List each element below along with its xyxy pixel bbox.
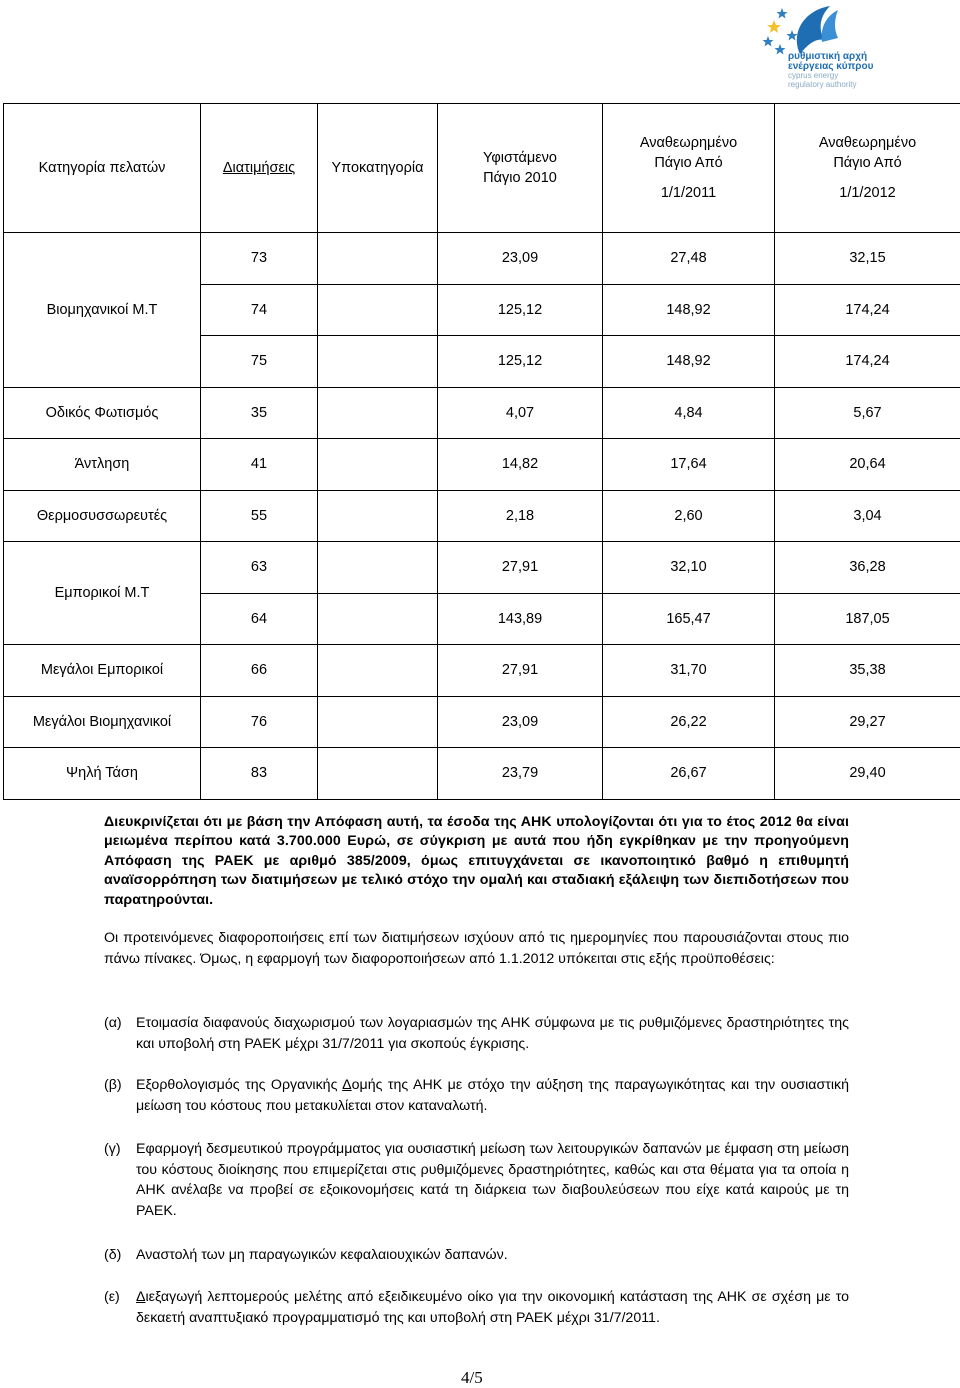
row-v2012: 29,40	[775, 748, 960, 800]
row-v2011: 148,92	[603, 336, 775, 388]
table-row	[4, 748, 960, 800]
table-row	[4, 336, 960, 388]
condition-item-e	[104, 1287, 849, 1328]
header-rev2011	[603, 104, 775, 233]
header-rev2011-l3: 1/1/2011	[603, 183, 774, 203]
row-v2012: 5,67	[775, 387, 960, 439]
header-rev2012-l3: 1/1/2012	[775, 183, 960, 203]
condition-text-pre: Εξορθολογισμός της Οργανικής	[136, 1077, 342, 1093]
table-row	[4, 490, 960, 542]
condition-mark: (α)	[104, 1013, 122, 1034]
conditions-intro-paragraph: Οι προτεινόμενες διαφοροποιήσεις επί των διατιμήσεων ισχύουν από τις ημερομηνίες που παρουσιάζονται στους πιο πάνω πίνακες. Όμως, η εφαρμογή των διαφοροποιήσεων από 1.1.2012 υπόκειται στις εξής προϋποθέσεις:	[104, 928, 849, 969]
header-existing-l1: Υφιστάμενο	[438, 148, 602, 168]
row-v2012: 29,27	[775, 696, 960, 748]
row-v2011: 27,48	[603, 233, 775, 285]
header-existing-l2: Πάγιο 2010	[438, 168, 602, 188]
condition-text	[136, 1287, 849, 1328]
row-v2011: 26,67	[603, 748, 775, 800]
row-v2012: 35,38	[775, 645, 960, 697]
row-subcategory	[318, 233, 438, 285]
condition-item-c	[104, 1139, 849, 1221]
row-v2011: 148,92	[603, 284, 775, 336]
row-v2011: 31,70	[603, 645, 775, 697]
row-v2011: 4,84	[603, 387, 775, 439]
header-rev2012-l2: Πάγιο Από	[775, 153, 960, 173]
table-row	[4, 645, 960, 697]
header-rev2011-l1: Αναθεωρημένο	[603, 133, 774, 153]
condition-text: Ετοιμασία διαφανούς διαχωρισμού των λογαριασμών της ΑΗΚ σύμφωνα με τις ρυθμιζόμενες δραστηριότητες της και υποβολή στη ΡΑΕΚ μέχρι 31/7/2011 για σκοπούς έγκρισης.	[136, 1013, 849, 1054]
row-subcategory	[318, 748, 438, 800]
header-category: Κατηγορία πελατών	[4, 104, 201, 233]
logo-name-gr-1: ρυθμιστική αρχή	[788, 52, 910, 62]
row-category	[4, 233, 201, 285]
row-subcategory	[318, 593, 438, 645]
condition-mark: (β)	[104, 1075, 122, 1096]
row-subcategory	[318, 387, 438, 439]
page-number: 4/5	[461, 1368, 483, 1388]
row-subcategory	[318, 284, 438, 336]
header-existing	[438, 104, 603, 233]
header-rev2012-l1: Αναθεωρημένο	[775, 133, 960, 153]
condition-mark: (δ)	[104, 1245, 121, 1266]
row-category: Εμπορικοί Μ.Τ	[4, 542, 201, 645]
condition-text: Εφαρμογή δεσμευτικού προγράμματος για ουσιαστική μείωση των λειτουργικών δαπανών με έμφαση στη μείωση του κόστους διοίκησης που επιμερίζεται στις ρυθμιζόμενες δραστηριότητες, καθώς και στα θέματα για τα οποία η ΑΗΚ ανέλαβε να προβεί σε εξοικονομήσεις κατά τη διάρκεια των διαβουλεύσεων που είχε κατά καιρούς με τη ΡΑΕΚ.	[136, 1139, 849, 1221]
row-v2012: 32,15	[775, 233, 960, 285]
condition-item-b	[104, 1075, 849, 1116]
row-subcategory	[318, 336, 438, 388]
table-row	[4, 387, 960, 439]
condition-text-underlined: Δ	[342, 1077, 351, 1093]
table-row	[4, 542, 960, 594]
row-tariff: 75	[201, 336, 318, 388]
row-v2012: 36,28	[775, 542, 960, 594]
row-v2012: 174,24	[775, 336, 960, 388]
logo-name-en-1: cyprus energy	[788, 72, 910, 81]
row-tariff: 74	[201, 284, 318, 336]
header-tariffs-text: Διατιμήσεις	[223, 160, 295, 176]
row-subcategory	[318, 490, 438, 542]
condition-mark: (γ)	[104, 1139, 121, 1160]
logo-name-gr-2: ενέργειας κύπρου	[788, 62, 910, 72]
row-tariff: 66	[201, 645, 318, 697]
row-v2011: 2,60	[603, 490, 775, 542]
row-v2012: 20,64	[775, 439, 960, 491]
row-v2012: 3,04	[775, 490, 960, 542]
row-v2011: 17,64	[603, 439, 775, 491]
row-v2010: 27,91	[438, 645, 603, 697]
logo-name-en-2: regulatory authority	[788, 81, 910, 90]
row-category: Οδικός Φωτισμός	[4, 387, 201, 439]
row-subcategory	[318, 542, 438, 594]
row-v2010: 4,07	[438, 387, 603, 439]
header-rev2011-l2: Πάγιο Από	[603, 153, 774, 173]
condition-text	[136, 1075, 849, 1116]
row-v2010: 2,18	[438, 490, 603, 542]
header-rev2012	[775, 104, 960, 233]
row-category: Βιομηχανικοί Μ.Τ	[4, 284, 201, 336]
clarification-paragraph: Διευκρινίζεται ότι με βάση την Απόφαση αυτή, τα έσοδα της ΑΗΚ υπολογίζονται ότι για το έτος 2012 θα είναι μειωμένα περίπου κατά 3.700.000 Ευρώ, σε σύγκριση με αυτά που ήδη εγκρίθηκαν με την προηγούμενη Απόφαση της ΡΑΕΚ με αριθμό 385/2009, όμως επιτυγχάνεται σε ικανοποιητικό βαθμό η επιθυμητή αναϊσορρόπηση των διατιμήσεων με τελικό στόχο την ομαλή και σταδιακή εξάλειψη των διεπιδοτήσεων που παρατηρούνται.	[104, 813, 849, 910]
row-tariff: 63	[201, 542, 318, 594]
row-v2010: 125,12	[438, 336, 603, 388]
condition-text-underlined: Δ	[136, 1289, 145, 1305]
row-v2011: 26,22	[603, 696, 775, 748]
row-subcategory	[318, 645, 438, 697]
row-category: Άντληση	[4, 439, 201, 491]
table-row	[4, 233, 960, 285]
row-v2010: 125,12	[438, 284, 603, 336]
row-v2010: 23,79	[438, 748, 603, 800]
row-v2012: 174,24	[775, 284, 960, 336]
row-category	[4, 336, 201, 388]
row-tariff: 64	[201, 593, 318, 645]
table-row	[4, 696, 960, 748]
row-subcategory	[318, 696, 438, 748]
condition-item-d	[104, 1245, 849, 1266]
row-tariff: 55	[201, 490, 318, 542]
condition-item-a	[104, 1013, 849, 1054]
row-tariff: 73	[201, 233, 318, 285]
row-tariff: 41	[201, 439, 318, 491]
header-tariffs	[201, 104, 318, 233]
row-v2010: 23,09	[438, 696, 603, 748]
table-row	[4, 284, 960, 336]
row-v2012: 187,05	[775, 593, 960, 645]
row-tariff: 35	[201, 387, 318, 439]
row-subcategory	[318, 439, 438, 491]
row-category: Μεγάλοι Εμπορικοί	[4, 645, 201, 697]
logo-text	[788, 52, 910, 89]
regulator-logo	[760, 2, 910, 94]
row-v2010: 23,09	[438, 233, 603, 285]
header-subcategory: Υποκατηγορία	[318, 104, 438, 233]
condition-text-rest: ομής της ΑΗΚ με στόχο την αύξηση της παραγωγικότητας και την ουσιαστική μείωση του κόστους που μετακυλίεται στον καταναλωτή.	[136, 1077, 849, 1114]
row-v2010: 14,82	[438, 439, 603, 491]
row-tariff: 76	[201, 696, 318, 748]
table-header-row	[4, 104, 960, 233]
row-v2010: 143,89	[438, 593, 603, 645]
row-v2011: 165,47	[603, 593, 775, 645]
condition-text-rest: ιεξαγωγή λεπτομερούς μελέτης από εξειδικευμένο οίκο για την οικονομική κατάσταση της ΑΗΚ σε σχέση με το δεκαετή αναπτυξιακό προγραμματισμό της και υποβολή στη ΡΑΕΚ μέχρι 31/7/2011.	[136, 1289, 849, 1326]
row-category: Ψηλή Τάση	[4, 748, 201, 800]
condition-text: Αναστολή των μη παραγωγικών κεφαλαιουχικών δαπανών.	[136, 1245, 849, 1266]
condition-mark: (ε)	[104, 1287, 120, 1308]
tariffs-table	[3, 103, 960, 800]
row-category: Θερμοσυσσωρευτές	[4, 490, 201, 542]
row-category: Μεγάλοι Βιομηχανικοί	[4, 696, 201, 748]
row-tariff: 83	[201, 748, 318, 800]
row-v2011: 32,10	[603, 542, 775, 594]
row-v2010: 27,91	[438, 542, 603, 594]
table-row	[4, 439, 960, 491]
